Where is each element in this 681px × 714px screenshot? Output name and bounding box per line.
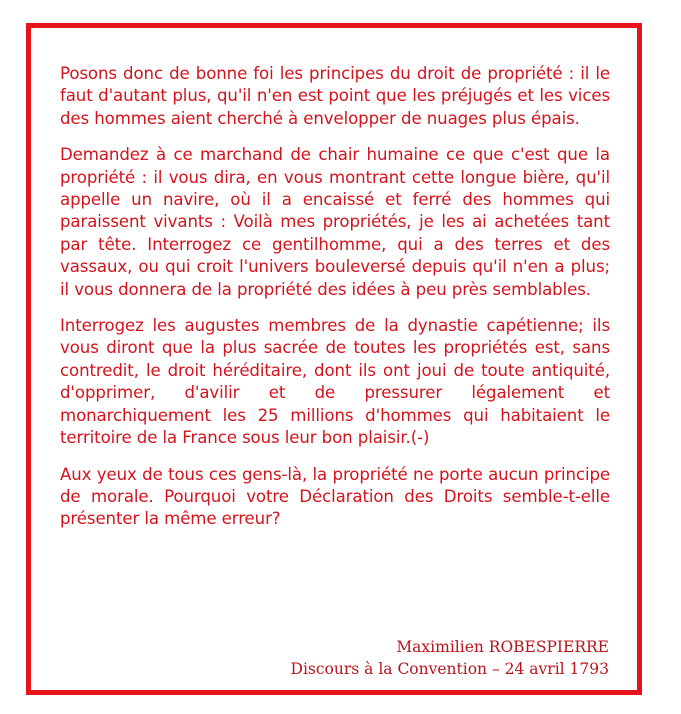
- paragraph-1: Posons donc de bonne foi les principes du droit de propriété : il le faut d'autant plus, qu'il n'en est point que les préjugés et les vices des hommes aient cherché à envelopper de nuages plus épais.: [60, 64, 610, 128]
- paragraph-3: Interrogez les augustes membres de la dynastie capétienne; ils vous diront que la plus sacrée de toutes les propriétés est, sans contredit, le droit héréditaire, dont ils ont joui de toute antiquité, d'opprimer, d'avilir et de pressurer légalement et monarchiquement les 25 millions d'hommes qui habitaient le territoire de la France sous leur bon plaisir.(-): [60, 316, 610, 448]
- quote-text: [60, 63, 610, 545]
- paragraph-4: Aux yeux de tous ces gens-là, la propriété ne porte aucun principe de morale. Pourquoi votre Déclaration des Droits semble-t-elle présenter la même erreur?: [60, 464, 610, 529]
- signature-block: [291, 636, 609, 680]
- signature-source: Discours à la Convention – 24 avril 1793: [290, 660, 609, 678]
- signature-author: Maximilien ROBESPIERRE: [396, 638, 609, 656]
- paragraph-2: Demandez à ce marchand de chair humaine ce que c'est que la propriété : il vous dira, en vous montrant cette longue bière, qu'il appelle un navire, où il a encaissé et ferré des hommes qui paraissent vivants : Voilà mes propriétés, je les ai achetées tant par tête. Interrogez ce gentilhomme, qui a des terres et des vassaux, ou qui croit l'univers bouleversé depuis qu'il n'en a plus; il vous donnera de la propriété des idées à peu près semblables.: [60, 145, 610, 299]
